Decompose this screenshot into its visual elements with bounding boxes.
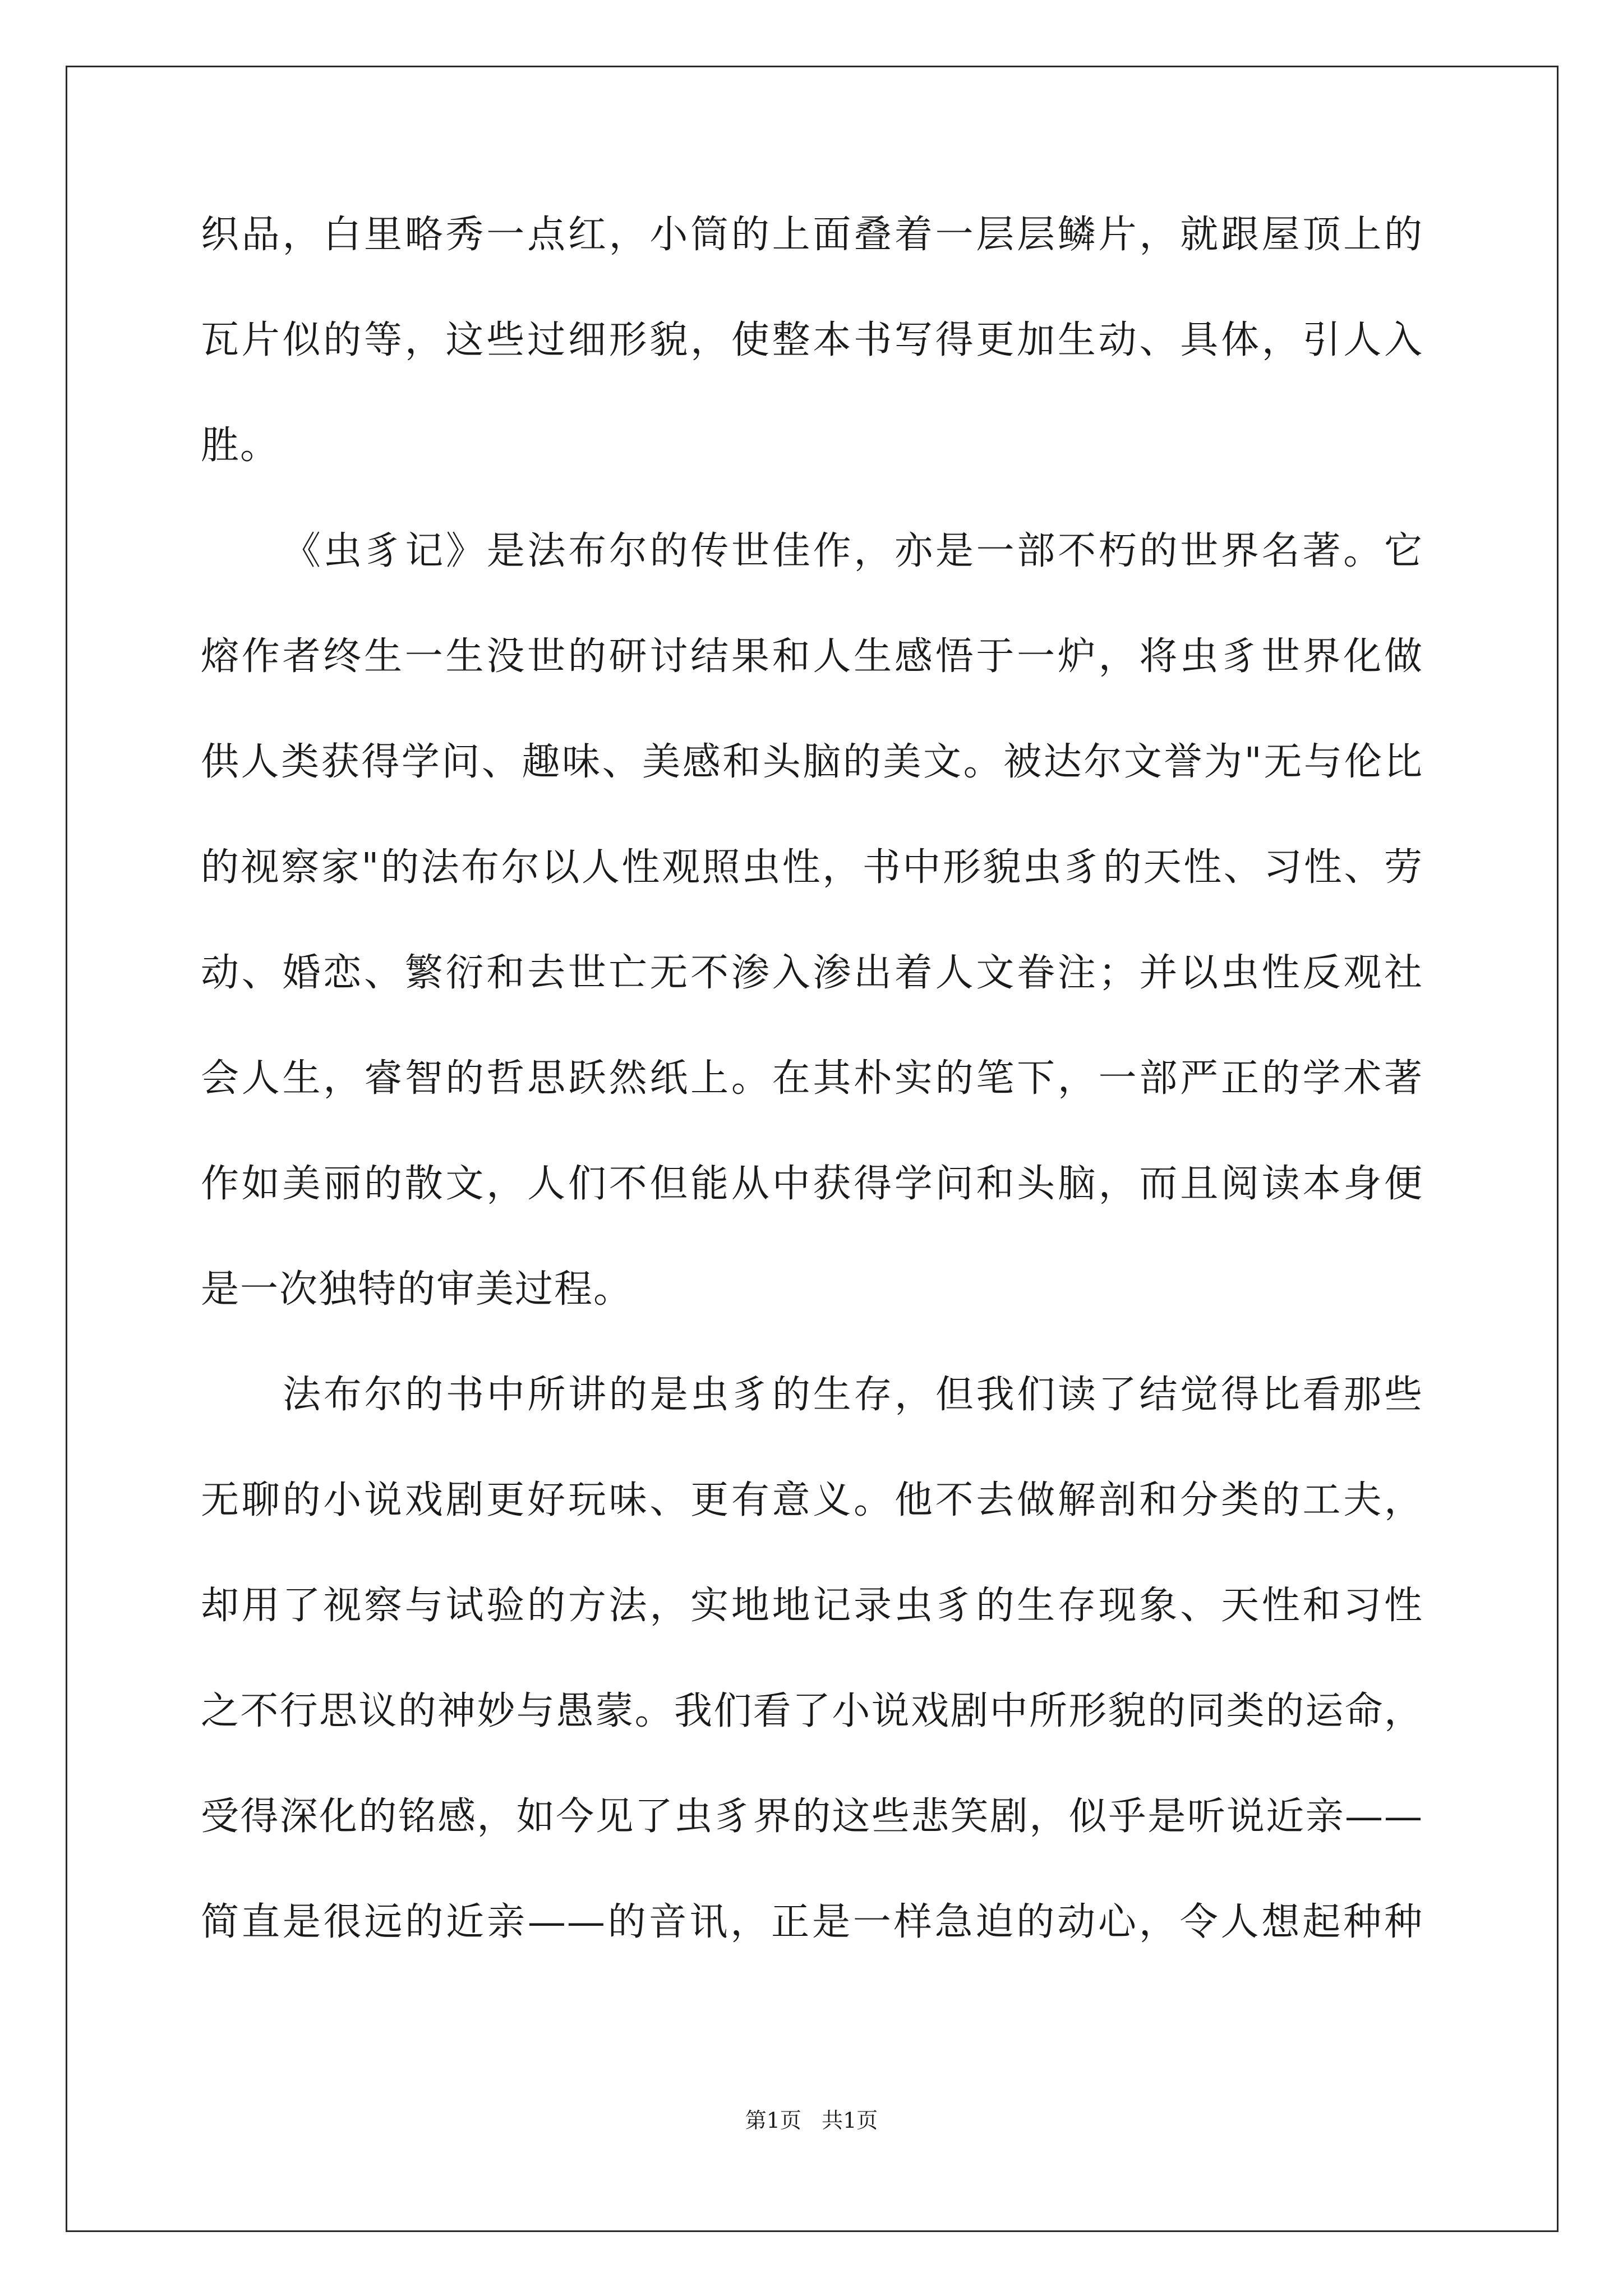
text-line-15: 之不行思议的神妙与愚蒙。我们看了小说戏剧中所形貌的同类的运命，: [201, 1689, 1423, 1733]
text-line-6: 供人类获得学问、趣味、美感和头脑的美文。被达尔文誉为"无与伦比: [201, 740, 1423, 784]
text-line-13: 无聊的小说戏剧更好玩味、更有意义。他不去做解剖和分类的工夫，: [201, 1478, 1423, 1522]
text-line-5: 熔作者终生一生没世的研讨结果和人生感悟于一炉，将虫豸世界化做: [201, 634, 1423, 679]
text-line-9: 会人生，睿智的哲思跃然纸上。在其朴实的笔下，一部严正的学术著: [201, 1056, 1423, 1101]
text-line-7: 的视察家"的法布尔以人性观照虫性，书中形貌虫豸的天性、习性、劳: [201, 845, 1423, 890]
text-line-4: 《虫豸记》是法布尔的传世佳作，亦是一部不朽的世界名著。它: [283, 529, 1423, 573]
text-line-10: 作如美丽的散文，人们不但能从中获得学问和头脑，而且阅读本身便: [201, 1162, 1423, 1206]
text-line-12: 法布尔的书中所讲的是虫豸的生存，但我们读了结觉得比看那些: [283, 1373, 1423, 1417]
text-line-1: 织品，白里略秀一点红，小筒的上面叠着一层层鳞片，就跟屋顶上的: [201, 213, 1423, 257]
text-line-11: 是一次独特的审美过程。: [201, 1267, 633, 1312]
text-line-3: 胜。: [201, 424, 280, 468]
page-number-footer: 第1页 共1页: [745, 2108, 878, 2133]
text-line-17: 简直是很远的近亲——的音讯，正是一样急迫的动心，令人想起种种: [201, 1900, 1423, 1944]
text-line-8: 动、婚恋、繁衍和去世亡无不渗入渗出着人文眷注；并以虫性反观社: [201, 951, 1423, 995]
text-line-2: 瓦片似的等，这些过细形貌，使整本书写得更加生动、具体，引人入: [201, 318, 1423, 362]
text-line-16: 受得深化的铭感，如今见了虫豸界的这些悲笑剧，似乎是听说近亲——: [201, 1795, 1423, 1839]
text-line-14: 却用了视察与试验的方法，实地地记录虫豸的生存现象、天性和习性: [201, 1584, 1423, 1628]
document-body: [201, 209, 1423, 2001]
